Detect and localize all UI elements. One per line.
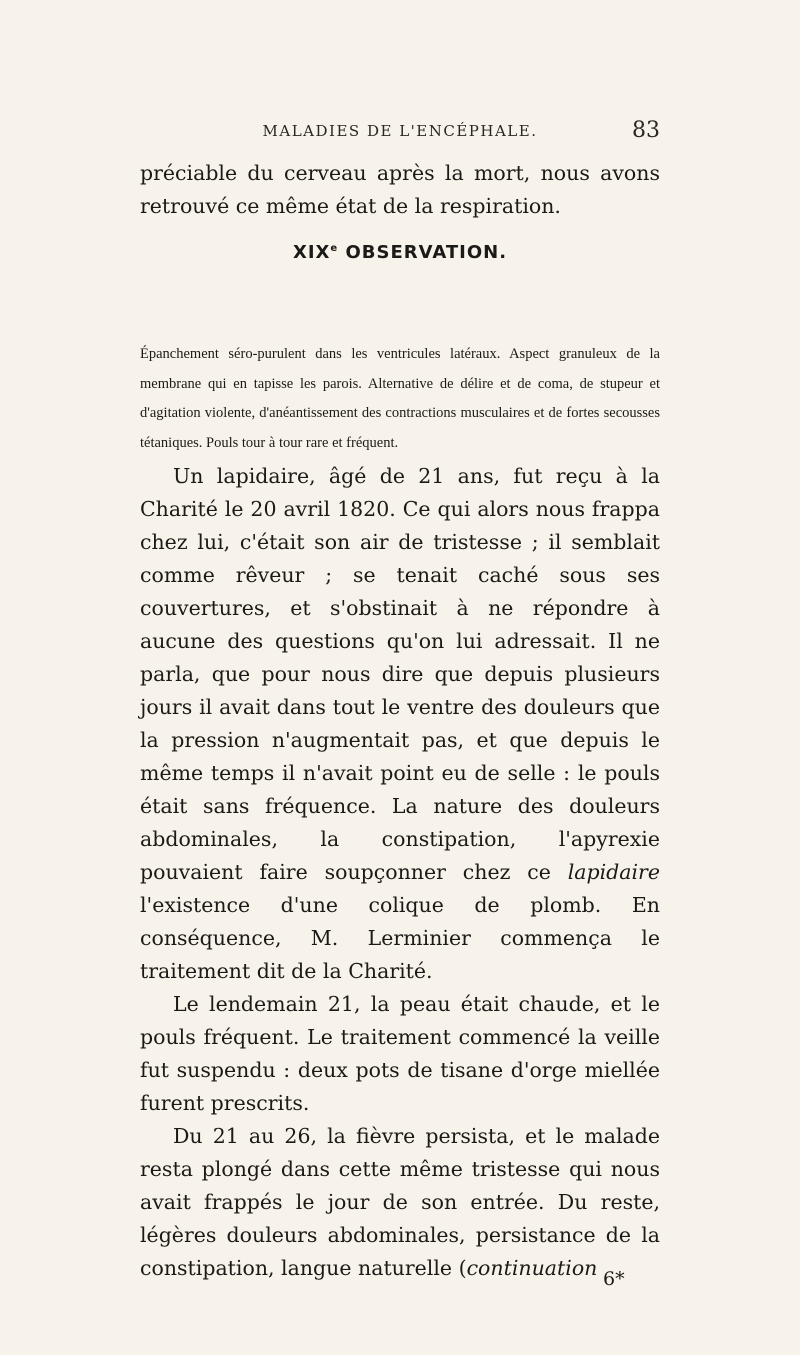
paragraph-1 (140, 460, 660, 988)
intro-paragraph (140, 157, 660, 223)
observation-summary (140, 340, 660, 458)
observation-heading (0, 242, 800, 263)
paragraph-1-text-b: l'existence d'une colique de plomb. En conséquence, M. Lerminier commença le traitement dit de la Charité. (140, 893, 660, 983)
paragraph-1-text-a: Un lapidaire, âgé de 21 ans, fut reçu à la Charité le 20 avril 1820. Ce qui alors nous frappa chez lui, c'était son air de tristesse ; il semblait comme rêveur ; se tenait caché sous ses couvertures, et s'obstinait à ne répondre à aucune des questions qu'on lui adressait. Il ne parla, que pour nous dire que depuis plusieurs jours il avait dans tout le ventre des douleurs que la pression n'augmentait pas, et que depuis le même temps il n'avait point eu de selle : le pouls était sans fréquence. La nature des douleurs abdominales, la constipation, l'apyrexie pouvaient faire soupçonner chez ce (140, 464, 660, 884)
summary-text: Épanchement séro-purulent dans les ventricules latéraux. Aspect granuleux de la membrane qui en tapisse les parois. Alternative de délire et de coma, de stupeur et d'agitation violente, d'anéantissement des contractions musculaires et de fortes secousses tétaniques. Pouls tour à tour rare et fréquent. (140, 346, 660, 451)
running-head: MALADIES DE L'ENCÉPHALE. (262, 122, 538, 140)
signature-mark: 6* (603, 1268, 625, 1290)
heading-superscript: e (330, 243, 339, 254)
intro-text: préciable du cerveau après la mort, nous avons retrouvé ce même état de la respiration. (140, 161, 660, 218)
paragraph-1-italic: lapidaire (567, 860, 660, 884)
heading-numeral: XIX (292, 242, 331, 263)
paragraph-3 (140, 1120, 660, 1285)
heading-title: OBSERVATION. (345, 242, 508, 263)
page-number: 83 (632, 118, 660, 143)
paragraph-3-italic: continuation (466, 1256, 598, 1280)
paragraph-2: Le lendemain 21, la peau était chaude, et le pouls fréquent. Le traitement commencé la veille fut suspendu : deux pots de tisane d'orge miellée furent prescrits. (140, 992, 660, 1115)
paragraph-3-text: Du 21 au 26, la fièvre persista, et le malade resta plongé dans cette même tristesse qui nous avait frappés le jour de son entrée. Du reste, légères douleurs abdominales, persistance de la constipation, langue naturelle ( (140, 1124, 660, 1280)
main-body (140, 460, 660, 1285)
